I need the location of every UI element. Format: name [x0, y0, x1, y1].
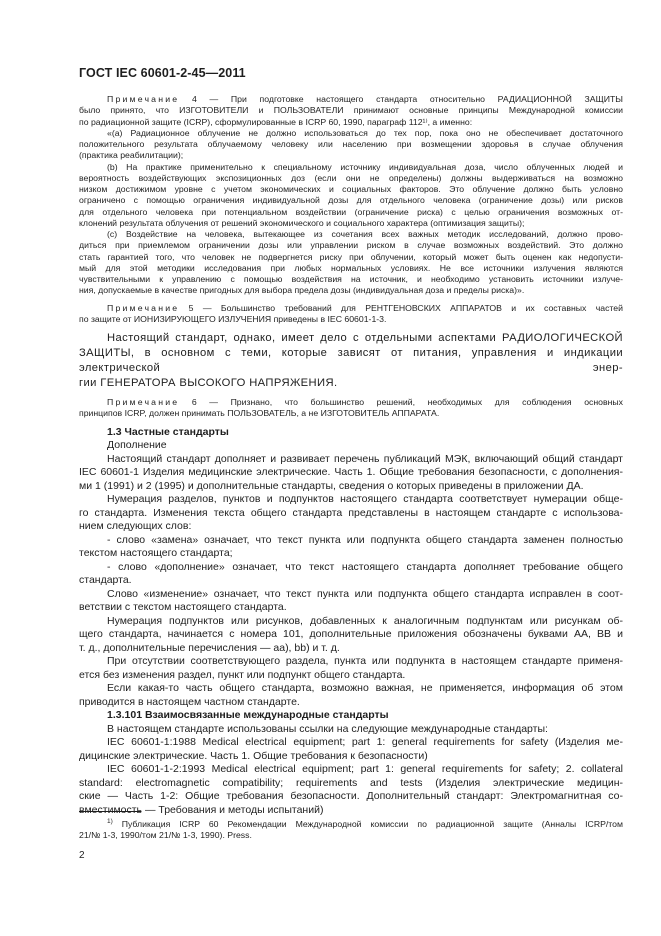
note-label: Примечание	[107, 397, 180, 407]
paragraph-line: Слово «изменение» означает, что текст пункта или подпункта общего стандарта исправлен в соот-	[107, 587, 623, 600]
paragraph-line: ветствии с текстом настоящего стандарта.	[79, 601, 287, 613]
note-line: 6 — Признано, что большинство решений, необходимых для соблюдения основных	[191, 397, 624, 407]
note-line: принципов ICRP, должен принимать ПОЛЬЗОВАТЕЛЬ, а не ИЗГОТОВИТЕЛЬ АППАРАТА.	[79, 408, 440, 419]
paragraph-line: Нумерация подпунктов или рисунков, добавленных к аналогичным подпунктам или рисункам об-	[107, 614, 623, 627]
note-item-line: чувствительными к управлению с помощью воздействия на источник, и необходимо установить источники излуче-	[79, 274, 623, 284]
scope-paragraph	[79, 331, 623, 391]
paragraph-line: ется без изменения раздел, пункт или подпункт общего стандарта.	[79, 668, 406, 681]
list-item-line: - слово «дополнение» означает, что текст настоящего стандарта дополняет требование общего	[107, 560, 623, 573]
paragraph-line: го стандарта. Изменения текста общего стандарта представлены в настоящем стандарте с использова-	[79, 506, 623, 519]
note-4	[79, 94, 623, 297]
section-1-3	[79, 426, 623, 710]
note-item-line: низком достижимом уровне с учетом экономических и социальных факторов. Это облучение должно быть условно	[79, 184, 623, 194]
note-item-line: (практика реабилитации);	[79, 150, 184, 161]
note-item-line: (b) На практике применительно к специальному источнику индивидуальная доза, число облученных людей и	[107, 161, 623, 172]
list-item-line: стандарта.	[79, 574, 132, 586]
standard-header: ГОСТ IEC 60601-2-45—2011	[79, 66, 246, 80]
footnote-line: 21/№ 1-3, 1990/том 21/№ 1-3, 1990). Press.	[79, 830, 252, 841]
note-item-line: (c) Воздействие на человека, вытекающее из сочетания всех важных методик исследований, должно прово-	[107, 229, 623, 239]
section-heading: 1.3.101 Взаимосвязанные международные стандарты	[107, 709, 389, 721]
paragraph-line: приводится в настоящем частном стандарте.	[79, 695, 300, 708]
page-number: 2	[79, 850, 85, 861]
reference-line: дицинские электрические. Часть 1. Общие требования к безопасности)	[79, 749, 428, 762]
list-item-line: текстом настоящего стандарта;	[79, 547, 233, 559]
paragraph-line: ЗАЩИТЫ, в основном с теми, которые зависят от питания, управления и индикации электрической энер-	[79, 347, 623, 374]
paragraph-line: В настоящем стандарте использованы ссылки на следующие международные стандарты:	[107, 722, 548, 735]
reference-line: IEC 60601-1:1988 Medical electrical equipment; part 1: general requirements for safety (Изделия ме-	[107, 736, 623, 748]
footnote-line: Публикация ICRP 60 Рекомендации Международной комиссии по радиационной защите (Анналы ICRP/том	[121, 818, 623, 829]
note-item-line: положительного результата облучаемому человеку или населению при возмещении здоровья в случае облучения	[79, 139, 623, 149]
note-item-line: мый для этой методики исследования при любых нормальных условиях. Не все источники излучения являются	[79, 262, 623, 273]
paragraph-line: Настоящий стандарт дополняет и развивает перечень публикаций МЭК, включающий общий стандарт	[107, 452, 623, 465]
footnote-mark: 1)	[107, 818, 113, 825]
section-subheading: Дополнение	[107, 439, 167, 451]
note-item-line: ния, допускаемые в качестве пригодных для выбора предела дозы (индивидуальная доза и пределы риска)».	[79, 285, 525, 296]
note-item-line: «(a) Радиационное облучение не должно использоваться до тех пор, пока оно не обеспечивает достаточного	[107, 127, 623, 138]
note-line: по радиационной защите (ICRP), сформулированные в ICRP 60, 1990, параграф 112¹⁾, а именно:	[79, 116, 473, 127]
paragraph-line: При отсутствии соответствующего раздела, пункта или подпункта в настоящем стандарте применя-	[107, 655, 623, 667]
note-line: 5 — Большинство требований для РЕНТГЕНОВСКИХ АППАРАТОВ и их составных частей	[188, 302, 623, 313]
page-body	[79, 94, 623, 817]
note-line: по защите от ИОНИЗИРУЮЩЕГО ИЗЛУЧЕНИЯ приведены в IEC 60601-1-3.	[79, 313, 387, 324]
paragraph-line: ми 1 (1991) и 2 (1995) и дополнительные стандарты, сведения о которых приведены в приложении ДА.	[79, 479, 584, 492]
paragraph-line: IEC 60601-1 Изделия медицинские электрические. Часть 1. Общие требования безопасности, с дополнения-	[79, 466, 623, 478]
note-line: 4 — При подготовке настоящего стандарта относительно РАДИАЦИОННОЙ ЗАЩИТЫ	[192, 94, 623, 104]
footnote-divider	[79, 811, 141, 812]
note-6	[79, 397, 623, 420]
reference-line: standard: electromagnetic compatibility; requirements and tests (Изделия электрические медицин-	[79, 776, 623, 789]
reference-line: вместимость — Требования и методы испытаний)	[79, 803, 324, 816]
paragraph-line: гии ГЕНЕРАТОРА ВЫСОКОГО НАПРЯЖЕНИЯ.	[79, 377, 338, 389]
reference-line: ские — Часть 1-2: Общие требования безопасности. Дополнительный стандарт: Электромагнитная со-	[79, 790, 623, 802]
paragraph-line: Если какая-то часть общего стандарта, возможно важная, не применяется, информация об этом	[107, 682, 623, 694]
list-item-line: - слово «замена» означает, что текст пункта или подпункта общего стандарта заменен полностью	[107, 533, 623, 546]
section-heading: 1.3 Частные стандарты	[107, 425, 229, 438]
footnote	[79, 816, 623, 841]
paragraph-line: т. д., дополнительные перечисления — аа), bb) и т. д.	[79, 641, 340, 654]
note-item-line: вероятность воздействующих экспозиционных доз (если они не определены) должны выдерживаться на возможно	[79, 172, 623, 183]
note-5	[79, 303, 623, 326]
note-item-line: клонений результата облучения от решений экономического и социального характера (оптимизация защиты);	[79, 217, 525, 228]
paragraph-line: Настоящий стандарт, однако, имеет дело с отдельными аспектами РАДИОЛОГИЧЕСКОЙ	[107, 332, 623, 344]
note-label: Примечание	[107, 94, 180, 104]
reference-line: IEC 60601-1-2:1993 Medical electrical equipment; part 1: general requirements for safety; 2. collateral	[107, 763, 623, 775]
note-item-line: для отдельного человека при потенциальном воздействии (ограничение риска) с целью ограничения возможных от-	[79, 206, 623, 217]
note-item-line: стать гарантией того, что человек не подвергнется риску при облучении, который может быть оценен как недопусти-	[79, 251, 623, 262]
note-label: Примечание	[107, 302, 180, 313]
note-item-line: диться при приемлемом ограничении дозы или управлении риском в случае возможных воздействий. Это должно	[79, 240, 623, 251]
paragraph-line: щего стандарта, начинается с номера 101, дополнительные приложения обозначены буквами АА, ВВ и	[79, 628, 623, 640]
note-item-line: ограничено с помощью ограничения индивидуальной дозы для отдельного человека (ограничение дозы) или рисков	[79, 195, 623, 206]
paragraph-line: Нумерация разделов, пунктов и подпунктов настоящего стандарта соответствует нумерации обще-	[107, 493, 623, 505]
note-line: было принято, что ИЗГОТОВИТЕЛИ и ПОЛЬЗОВАТЕЛИ принимают основные принципы Международной комиссии	[79, 105, 623, 116]
paragraph-line: нием следующих слов:	[79, 520, 192, 532]
section-1-3-101	[79, 709, 623, 817]
